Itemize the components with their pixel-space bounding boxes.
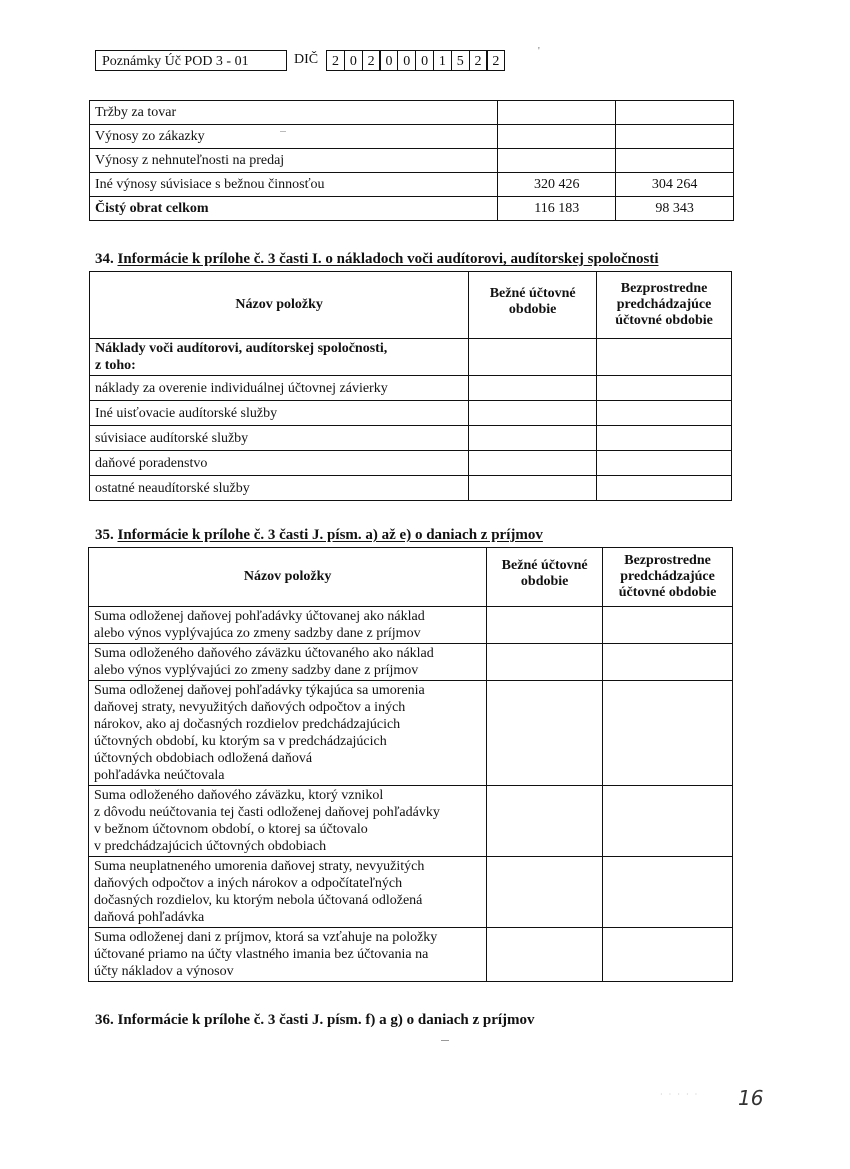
table-row — [90, 149, 734, 173]
row-label: Iné výnosy súvisiace s bežnou činnosťou — [90, 173, 498, 197]
previous-period-value — [603, 644, 733, 681]
row-label: Suma odloženého daňového záväzku, ktorý vznikol z dôvodu neúčtovania tej časti odloženej daňovej pohľadávky v bežnom účtovnom období, o ktorej sa účtovalo v predchádzajúcich účtovných obdobiach — [89, 786, 487, 857]
dic-digit: 0 — [344, 50, 363, 71]
table-row — [90, 476, 732, 501]
section-title-text: Informácie k prílohe č. 3 časti I. o nákladoch voči audítorovi, audítorsk — [117, 251, 573, 267]
column-header-previous: Bezprostredne predchádzajúce účtovné obdobie — [603, 548, 733, 607]
table-row — [90, 376, 732, 401]
previous-period-value — [603, 928, 733, 982]
current-period-value — [487, 644, 603, 681]
header-row — [90, 272, 732, 339]
current-period-value — [487, 857, 603, 928]
previous-period-value — [597, 401, 732, 426]
dic-digit: 0 — [415, 50, 434, 71]
dic-digit: 2 — [326, 50, 345, 71]
table-row — [90, 339, 732, 376]
row-label: náklady za overenie individuálnej účtovnej závierky — [90, 376, 469, 401]
table-row — [90, 401, 732, 426]
total-current-value: 116 183 — [498, 197, 616, 221]
current-period-value — [487, 928, 603, 982]
column-header-previous: Bezprostredne predchádzajúce účtovné obdobie — [597, 272, 732, 339]
row-label: ostatné neaudítorské služby — [90, 476, 469, 501]
row-label: Iné uisťovacie audítorské služby — [90, 401, 469, 426]
column-header-name: Názov položky — [90, 272, 469, 339]
table-row — [89, 607, 733, 644]
header-row — [89, 548, 733, 607]
previous-period-value — [603, 607, 733, 644]
table-row — [89, 857, 733, 928]
row-label: Suma odloženého daňového záväzku účtovaného ako náklad alebo výnos vyplývajúci zo zmeny sadzby dane z príjmov — [89, 644, 487, 681]
row-label: Výnosy z nehnuteľnosti na predaj — [90, 149, 498, 173]
previous-period-value — [603, 681, 733, 786]
row-label: Suma odloženej daňovej pohľadávky účtovanej ako náklad alebo výnos vyplývajúca zo zmeny sadzby dane z príjmov — [89, 607, 487, 644]
dic-digit: 1 — [433, 50, 452, 71]
section-34-title — [95, 251, 659, 268]
total-previous-value: 98 343 — [616, 197, 734, 221]
table-row — [89, 644, 733, 681]
row-label: daňové poradenstvo — [90, 451, 469, 476]
table-row — [90, 173, 734, 197]
current-period-value — [469, 451, 597, 476]
table-row — [90, 101, 734, 125]
dic-digit: 2 — [362, 50, 381, 71]
section-title-text: Informácie k prílohe č. 3 časti J. písm. f) a g) o daniach z príjmov — [117, 1012, 535, 1028]
previous-period-value — [597, 376, 732, 401]
table-row — [89, 928, 733, 982]
current-period-value — [487, 786, 603, 857]
current-period-value — [498, 101, 616, 125]
dic-digit: 2 — [486, 50, 505, 71]
previous-period-value — [603, 857, 733, 928]
previous-period-value — [597, 451, 732, 476]
section-title-text: Informácie k prílohe č. 3 časti J. písm. a) až e) o daniach z príjmov — [117, 527, 543, 543]
previous-period-value — [597, 339, 732, 376]
section-title-text-end: ej spoločnosti — [572, 251, 659, 267]
row-label: Suma odloženej daňovej pohľadávky týkajúca sa umorenia daňovej straty, nevyužitých daňových odpočtov a iných nárokov, ako aj dočasných rozdielov predchádzajúcich účtovných období, ku ktorým sa v predchádzajúcich účtovných obdobiach odložená daňová pohľadávka neúčtovala — [89, 681, 487, 786]
current-period-value — [469, 476, 597, 501]
section-number: 35. — [95, 527, 114, 543]
previous-period-value — [616, 149, 734, 173]
row-label: Suma neuplatneného umorenia daňovej straty, nevyužitých daňových odpočtov a iných nárokov a odpočítateľných dočasných rozdielov, ku ktorým nebola účtovaná odložená daňová pohľadávka — [89, 857, 487, 928]
table-row — [89, 681, 733, 786]
column-header-current: Bežné účtovné obdobie — [487, 548, 603, 607]
page-number: 16 — [738, 1086, 764, 1110]
section-35-title — [95, 527, 543, 544]
current-period-value — [498, 149, 616, 173]
dic-digit: 5 — [451, 50, 470, 71]
table-row — [89, 786, 733, 857]
notes-form-label: Poznámky Úč POD 3 - 01 — [95, 50, 287, 71]
current-period-value — [498, 125, 616, 149]
column-header-name: Názov položky — [89, 548, 487, 607]
dic-digit: 0 — [397, 50, 416, 71]
total-row — [90, 197, 734, 221]
row-label: Suma odloženej dani z príjmov, ktorá sa vzťahuje na položky účtované priamo na účty vlastného imania bez účtovania na účty nákladov a výnosov — [89, 928, 487, 982]
column-header-current: Bežné účtovné obdobie — [469, 272, 597, 339]
row-label: súvisiace audítorské služby — [90, 426, 469, 451]
table-row — [90, 451, 732, 476]
row-label: Tržby za tovar — [90, 101, 498, 125]
section-number: 36. — [95, 1012, 114, 1028]
row-label: Výnosy zo zákazky — [90, 125, 498, 149]
dic-digit-boxes — [326, 50, 504, 71]
dic-label: DIČ — [294, 52, 319, 67]
previous-period-value: 304 264 — [616, 173, 734, 197]
current-period-value — [469, 426, 597, 451]
current-period-value: 320 426 — [498, 173, 616, 197]
table-row — [90, 426, 732, 451]
dic-digit: 2 — [469, 50, 488, 71]
table-row — [90, 125, 734, 149]
previous-period-value — [616, 125, 734, 149]
previous-period-value — [597, 426, 732, 451]
dic-digit: 0 — [379, 50, 398, 71]
previous-period-value — [603, 786, 733, 857]
row-label-bold: Náklady voči audítorovi, audítorskej spoločnosti, z toho: — [90, 339, 469, 376]
previous-period-value — [616, 101, 734, 125]
faded-stamp: · · · · · — [660, 1090, 700, 1099]
current-period-value — [487, 681, 603, 786]
current-period-value — [487, 607, 603, 644]
scan-speck — [441, 1040, 449, 1041]
income-tax-table — [88, 547, 733, 982]
scan-mark: ' — [538, 46, 540, 57]
section-number: 34. — [95, 251, 114, 267]
auditor-costs-table — [89, 271, 732, 501]
current-period-value — [469, 401, 597, 426]
current-period-value — [469, 376, 597, 401]
total-label: Čistý obrat celkom — [90, 197, 498, 221]
revenue-table — [89, 100, 734, 221]
previous-period-value — [597, 476, 732, 501]
current-period-value — [469, 339, 597, 376]
section-36-title — [95, 1012, 535, 1029]
